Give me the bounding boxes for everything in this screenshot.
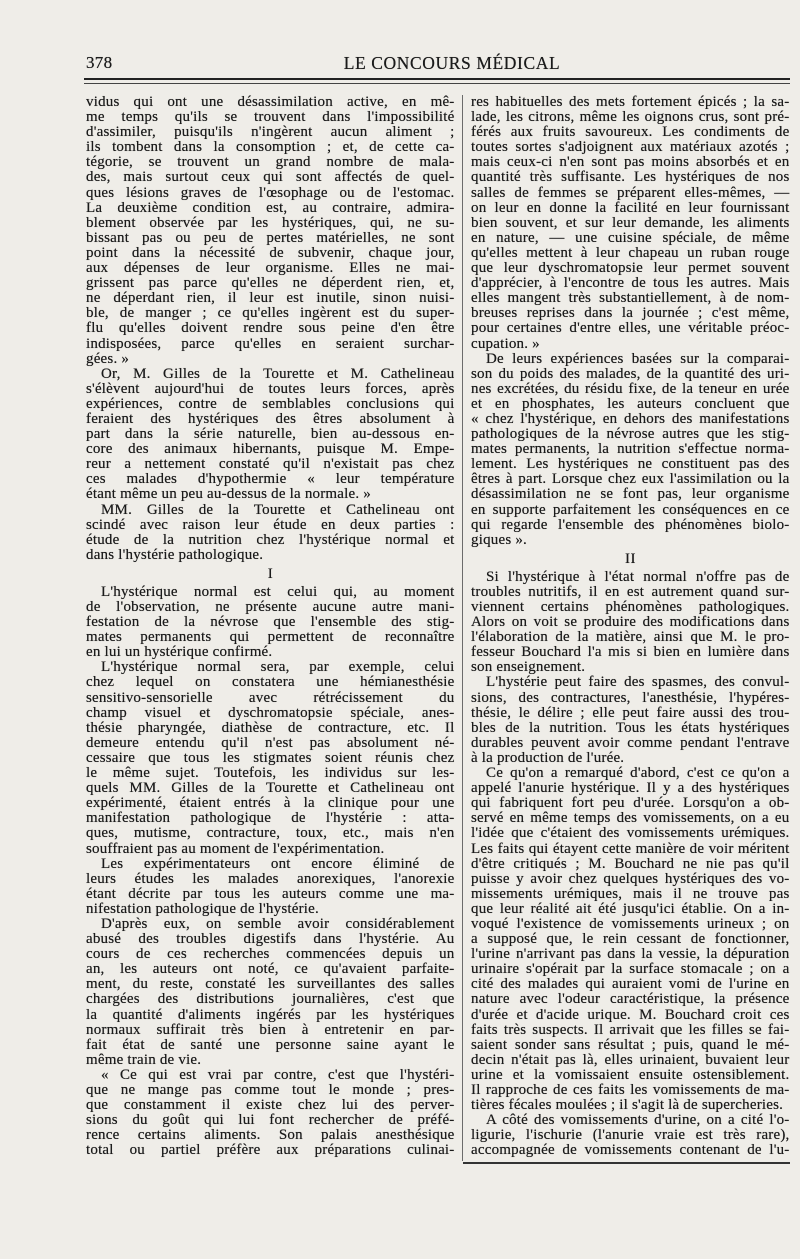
paragraph — [86, 503, 455, 563]
text-line: « Ce qui est vrai par contre, c'est que l'hystéri- — [101, 1066, 455, 1083]
text-line: en lui un hystérique confirmé. — [86, 644, 273, 661]
text-line: étant décrite par tous les auteurs comme une ma- — [86, 885, 455, 902]
text-line: appelé l'anurie hystérique. Il y a des hystériques — [471, 780, 790, 797]
text-line: normaux suffirait très bien à entretenir en par- — [86, 1021, 455, 1038]
text-line: cupation. » — [471, 335, 540, 352]
text-line: sions du goût qui lui font rechercher de préfé- — [86, 1112, 455, 1129]
text-line: d'apprécier, à l'encontre de tous les autres. Mais — [471, 275, 790, 292]
text-line: expériences, contre de semblables conclusions qui — [86, 395, 455, 412]
text-line: étude de la nutrition chez l'hystérique normal et — [86, 531, 455, 548]
text-line: fesseur Bouchard l'a mis si bien en lumière dans — [471, 644, 790, 661]
text-line: res habituelles des mets fortement épicés ; la sa- — [471, 94, 790, 110]
text-line: que leur réalité ait été jusqu'ici établie. On a in- — [471, 900, 790, 917]
paragraph — [86, 585, 455, 660]
text-line: Si l'hystérique à l'état normal n'offre pas de — [486, 568, 790, 585]
text-line: que constamment il existe chez lui des perver- — [86, 1097, 455, 1114]
text-line: MM. Gilles de la Tourette et Cathelineau ont — [101, 501, 455, 518]
text-line: tières fécales moulées ; il s'agit là de supercheries. — [471, 1097, 784, 1114]
text-line: ques, mutisme, contracture, toux, etc., mais n'en — [86, 825, 455, 842]
header-rule-thin — [84, 83, 790, 84]
text-line: souffraient pas au moment de l'expérimentation. — [86, 840, 385, 857]
paragraph — [471, 1113, 790, 1158]
text-line: La deuxième condition est, au contraire, admira- — [86, 199, 455, 216]
text-line: quels MM. Gilles de la Tourette et Cathelineau ont — [86, 780, 455, 797]
text-line: « chez l'hystérique, en dehors des manifestations — [471, 410, 790, 427]
text-line: mais ceux-ci n'en sont pas moins absorbés et en — [471, 154, 790, 171]
paragraph — [86, 1068, 455, 1159]
text-line: mates permanents qui permettent de reconnaître — [86, 629, 455, 646]
text-line: an, les auteurs ont noté, ce qu'avaient parfaite- — [86, 961, 455, 978]
text-line: viennent certains phénomènes pathologiques. — [471, 599, 790, 615]
text-line: expérimenté, étaient entrés à la clinique pour une — [86, 795, 455, 812]
text-line: cours de ces recherches commencées depuis un — [86, 946, 455, 963]
text-line: quantité très suffisante. Les hystériques de nos — [471, 169, 790, 186]
journal-title: LE CONCOURS MÉDICAL — [343, 53, 561, 73]
text-line: en supporte parfaitement les conséquences en ce — [471, 501, 790, 518]
text-line: ils tombent dans la consomption ; et, de cette ca- — [86, 139, 455, 156]
text-line: bissant pas ou peu de pertes matérielles, ne sont — [86, 229, 455, 246]
text-line: me temps qu'ils se trouvent dans l'impossibilité — [86, 109, 455, 126]
text-line: l'idée que c'étaient des vomissements urémiques. — [471, 825, 790, 842]
text-line: l'élaboration de la matière, ainsi que M. le pro- — [471, 629, 790, 646]
text-line: cessaire que tous les stigmates soient réunis chez — [86, 749, 455, 766]
text-line: urine et la vomissaient ensuite ostensiblement. — [471, 1066, 790, 1083]
paragraph — [86, 95, 455, 367]
text-line: Ce qu'on a remarqué d'abord, c'est ce qu'on a — [486, 765, 790, 782]
column-end-rule — [463, 1162, 790, 1164]
text-line: et en phosphates, les auteurs concluent que — [471, 395, 790, 412]
text-line: scindé avec raison leur étude en deux parties : — [86, 516, 455, 533]
text-line: salles de femmes se préparent elles-mêmes, — — [471, 184, 790, 201]
text-line: chargées des distributions journalières, c'est que — [86, 991, 455, 1008]
text-line: toutes sortes s'adjoignent aux matériaux azotés ; — [471, 139, 790, 156]
text-line: indisposées, parce qu'elles en seraient surchar- — [86, 335, 455, 352]
text-line: bles de la nutrition. Tous les états hystériques — [471, 719, 790, 736]
text-line: feraient des hystériques des êtres absolument à — [86, 410, 455, 427]
text-line: puisse y avoir chez quelques hystériques des vo- — [471, 870, 790, 887]
paragraph — [471, 352, 790, 548]
text-line: nature avec l'odeur caractéristique, la présence — [471, 991, 790, 1008]
text-line: des, mais surtout ceux qui sont affectés de quel- — [86, 169, 455, 186]
text-line: férés aux fruits savoureux. Les condiments de — [471, 124, 790, 141]
text-line: giques ». — [471, 531, 527, 548]
paragraph — [86, 367, 455, 503]
header-rule — [84, 78, 790, 80]
text-line: lement. Les hystériques ne constituent pas des — [471, 456, 790, 473]
text-line: Alors on voit se produire des modifications dans — [471, 614, 790, 631]
text-line: l'urine n'arrivant pas dans la vessie, la dépuration — [471, 946, 790, 963]
text-line: aux dépenses de leur organisme. Elles ne mai- — [86, 260, 455, 277]
paragraph — [86, 660, 455, 856]
text-line: pour certaines d'entre elles, une véritable préoc- — [471, 320, 790, 337]
text-line: qu'elles mettent à leur chapeau un ruban rouge — [471, 244, 790, 261]
text-line: blement observée par les hystériques, qui, ne su- — [86, 214, 455, 231]
text-line: la quantité d'aliments ingérés par les hystériques — [86, 1006, 455, 1023]
text-line: grissent pas parce qu'elles ne déperdent rien, et, — [86, 275, 455, 292]
text-line: dans l'hystérie pathologique. — [86, 546, 264, 563]
text-line: voqué l'existence de vomissements urineux ; on — [471, 915, 790, 932]
text-line: L'hystérie peut faire des spasmes, des convul- — [486, 674, 790, 691]
text-line: part dans la série naturelle, bien au-dessous en- — [86, 426, 455, 443]
text-line: a supposé que, le rein cessant de fonctionner, — [471, 931, 790, 948]
column-separator — [462, 95, 463, 1161]
text-line: son du poids des malades, de la quantité des uri- — [471, 365, 790, 382]
text-line: missements urémiques, mais il ne trouve pas — [471, 885, 790, 902]
text-line: D'après eux, on semble avoir considérablement — [101, 915, 455, 932]
text-line: nes excrétées, du résidu fixe, de la teneur en urée — [471, 380, 790, 397]
text-line: nifestation pathologique de l'hystérie. — [86, 900, 319, 917]
text-line: champ visuel et dyschromatopsie spéciale, anes- — [86, 704, 455, 721]
text-line: urinaire s'opérait par la surface stomacale ; on a — [471, 961, 790, 978]
text-line: cité des malades qui auraient vomi de l'urine en — [471, 976, 790, 993]
paragraph — [471, 95, 790, 352]
text-line: L'hystérique normal est celui qui, au moment — [101, 583, 455, 600]
page-number: 378 — [86, 53, 113, 72]
text-line: étant même un peu au-dessus de la normale. » — [86, 486, 371, 503]
text-line: Les expérimentateurs ont encore éliminé de — [101, 855, 455, 872]
paragraph — [471, 766, 790, 1113]
text-line: A côté des vomissements d'urine, on a cité l'o- — [486, 1112, 790, 1129]
text-line: Il rapproche de ces faits les vomissements de ma- — [471, 1082, 790, 1098]
text-line: sensitivo-sensorielle avec rétrécissement du — [86, 689, 455, 706]
text-line: mates permanents, la nutrition s'effectue norma- — [471, 441, 790, 458]
text-line: d'urée et d'acide urique. M. Bouchard croit ces — [471, 1006, 790, 1023]
text-line: flu qu'elles doivent rendre sous peine d'en être — [86, 320, 455, 337]
left-column — [86, 95, 455, 1158]
text-line: le même sujet. Toutefois, les individus sur les- — [86, 765, 455, 782]
text-line: ques lésions graves de l'œsophage ou de l'estomac. — [86, 184, 455, 201]
text-line: à la production de l'urée. — [471, 749, 625, 766]
text-line: Or, M. Gilles de la Tourette et M. Cathelineau — [101, 365, 455, 382]
right-column — [471, 95, 790, 1158]
text-line: ces malades d'hypothermie « leur température — [86, 471, 455, 488]
text-line: demeure entendu qu'il n'est pas absolument né- — [86, 734, 455, 751]
text-line: qui regarde l'ensemble des phénomènes biolo- — [471, 516, 790, 533]
text-line: que ne mange pas comme tout le monde ; pres- — [86, 1082, 455, 1098]
text-line: d'assimiler, puisqu'ils n'ingèrent aucun aliment ; — [86, 124, 455, 141]
text-line: gées. » — [86, 350, 130, 367]
text-line: même train de vie. — [86, 1051, 202, 1068]
text-line: thésie pharyngée, diathèse de contracture, etc. Il — [86, 719, 455, 736]
paragraph — [86, 917, 455, 1068]
paragraph — [471, 675, 790, 766]
text-line: désassimilation ne se font pas, leur organisme — [471, 486, 790, 503]
text-line: Les faits qui étayent cette manière de voir méritent — [471, 840, 790, 857]
text-line: L'hystérique normal sera, par exemple, celui — [101, 659, 455, 676]
text-line: manifestation pathologique de l'hystérie : atta- — [86, 810, 455, 827]
text-line: vidus qui ont une désassimilation active, en mê- — [86, 94, 455, 110]
text-line: on leur en donne la facilité en leur fournissant — [471, 199, 790, 216]
section-heading: I — [267, 565, 274, 582]
text-line: que leur dyschromatopsie leur permet souvent — [471, 260, 790, 277]
text-line: ble, de manger ; ce qu'elles ingèrent est du super- — [86, 305, 455, 322]
text-line: de l'observation, ne présente aucune autre mani- — [86, 599, 455, 615]
text-line: son enseignement. — [471, 659, 586, 676]
text-line: faits très suspects. Il arrivait que les filles se fai- — [471, 1021, 790, 1038]
text-line: durables peuvent avoir comme pendant l'entrave — [471, 734, 790, 751]
text-line: ne déperdant rien, il leur est inutile, sinon nuisi- — [86, 290, 455, 307]
text-line: breuses reprises dans la journée ; c'est même, — [471, 305, 790, 322]
text-line: ment, du reste, constaté les surveillantes des salles — [86, 976, 455, 993]
text-line: chez lequel on constatera une hémianesthésie — [86, 674, 455, 691]
text-line: rence certains aliments. Son palais anesthésique — [86, 1127, 455, 1144]
text-line: ligurie, l'ischurie (l'anurie vraie est très rare), — [471, 1127, 790, 1144]
text-line: troubles nutritifs, il en est autrement quand sur- — [471, 583, 790, 600]
text-line: thésie, le délire ; elle peut faire aussi des trou- — [471, 704, 790, 721]
text-line: De leurs expériences basées sur la comparai- — [486, 350, 790, 367]
text-line: point dans la nécessité de subvenir, chaque jour, — [86, 244, 455, 261]
text-line: pathologiques de la névrose autres que les stig- — [471, 426, 790, 443]
text-line: saient sonder sans résultat ; puis, quand le mé- — [471, 1036, 790, 1053]
section-heading: II — [625, 550, 636, 567]
text-line: core des animaux hibernants, puisque M. Empe- — [86, 441, 455, 458]
text-line: fait état de santé une personne saine ayant le — [86, 1036, 455, 1053]
text-line: bien souvent, et sur leur demande, les aliments — [471, 214, 790, 231]
text-line: elles mangent très substantiellement, à de nom- — [471, 290, 790, 307]
paragraph — [471, 570, 790, 676]
text-line: sions, des contractures, l'anesthésie, l'hypéres- — [471, 689, 790, 706]
text-line: lade, les citrons, même les oignons crus, sont pré- — [471, 109, 790, 126]
text-line: accompagnée de vomissements contenant de l'u- — [471, 1142, 790, 1159]
text-line: decin n'était pas là, elles urinaient, buvaient leur — [471, 1051, 790, 1068]
paragraph — [86, 857, 455, 917]
text-line: d'être critiqués ; M. Bouchard ne nie pas qu'il — [471, 855, 790, 872]
text-line: êtres à part. Lorsque chez eux l'assimilation ou la — [471, 471, 790, 488]
text-line: reur a nettement constaté qu'il n'existait pas chez — [86, 456, 455, 473]
text-line: servé en même temps des vomissements, on a eu — [471, 810, 790, 827]
text-line: festation de la névrose que l'ensemble des stig- — [86, 614, 455, 631]
text-line: total ou partiel préfère aux préparations culinai- — [86, 1142, 455, 1159]
text-line: tégorie, se trouvent un grand nombre de mala- — [86, 154, 455, 171]
text-line: en nature, — une cuisine spéciale, de même — [471, 229, 790, 246]
text-line: leurs études les malades anorexiques, l'anorexie — [86, 870, 455, 887]
text-line: abusé des troubles digestifs dans l'hystérie. Au — [86, 931, 455, 948]
text-line: s'élèvent aujourd'hui de toutes leurs forces, après — [86, 380, 455, 397]
text-line: qui fabriquent fort peu d'urée. Lorsqu'on a ob- — [471, 795, 790, 812]
